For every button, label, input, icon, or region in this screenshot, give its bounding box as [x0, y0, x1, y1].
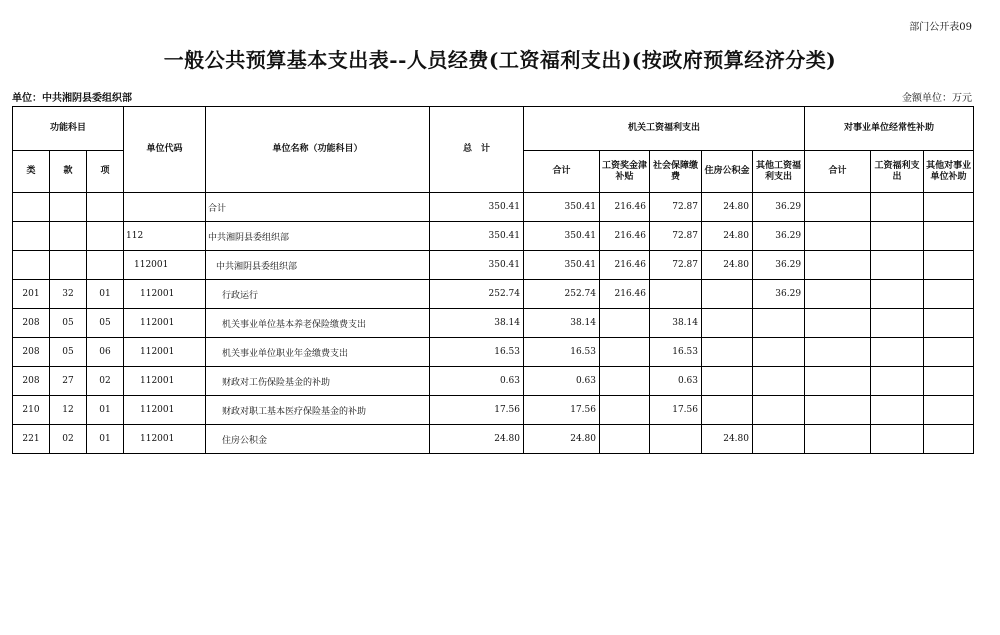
cell-total: 350.41 [430, 222, 524, 251]
cell-name: 机关事业单位职业年金缴费支出 [206, 338, 430, 367]
cell-other: 36.29 [753, 222, 805, 251]
cell-other [753, 309, 805, 338]
cell-code [124, 193, 206, 222]
header-salary-bonus: 工资奖金津补贴 [600, 151, 650, 193]
table-row [13, 367, 974, 396]
cell-kuan [50, 251, 87, 280]
table-row [13, 222, 974, 251]
header-lei: 类 [13, 151, 50, 193]
cell-salary [600, 309, 650, 338]
header-kuan: 款 [50, 151, 87, 193]
cell-inst-other [924, 193, 974, 222]
cell-org-sum: 16.53 [524, 338, 600, 367]
cell-code: 112001 [124, 280, 206, 309]
cell-kuan: 02 [50, 425, 87, 454]
cell-code: 112001 [124, 425, 206, 454]
cell-lei: 201 [13, 280, 50, 309]
cell-social: 72.87 [650, 251, 702, 280]
cell-inst-salary [871, 367, 924, 396]
cell-code: 112001 [124, 367, 206, 396]
budget-table [12, 106, 974, 454]
cell-total: 24.80 [430, 425, 524, 454]
cell-inst-sum [805, 338, 871, 367]
cell-xiang: 06 [87, 338, 124, 367]
cell-org-sum: 24.80 [524, 425, 600, 454]
table-row [13, 396, 974, 425]
cell-inst-other [924, 309, 974, 338]
cell-other: 36.29 [753, 280, 805, 309]
cell-housing [702, 280, 753, 309]
cell-other [753, 425, 805, 454]
cell-social [650, 280, 702, 309]
cell-inst-salary [871, 251, 924, 280]
cell-salary [600, 396, 650, 425]
cell-org-sum: 252.74 [524, 280, 600, 309]
header-housing-fund: 住房公积金 [702, 151, 753, 193]
unit-label: 单位：中共湘阴县委组织部 [12, 93, 132, 104]
cell-name: 财政对职工基本医疗保险基金的补助 [206, 396, 430, 425]
cell-inst-salary [871, 309, 924, 338]
table-row [13, 309, 974, 338]
cell-inst-salary [871, 338, 924, 367]
cell-inst-other [924, 396, 974, 425]
header-inst-other: 其他对事业单位补助 [924, 151, 974, 193]
header-unit-name: 单位名称（功能科目） [206, 107, 430, 193]
cell-kuan: 05 [50, 338, 87, 367]
cell-salary: 216.46 [600, 251, 650, 280]
cell-social: 0.63 [650, 367, 702, 396]
cell-xiang: 02 [87, 367, 124, 396]
table-number: 部门公开表09 [909, 22, 972, 33]
cell-lei: 208 [13, 367, 50, 396]
cell-lei: 208 [13, 309, 50, 338]
cell-inst-other [924, 222, 974, 251]
cell-inst-other [924, 338, 974, 367]
cell-org-sum: 350.41 [524, 251, 600, 280]
cell-lei [13, 222, 50, 251]
cell-housing [702, 309, 753, 338]
cell-inst-sum [805, 309, 871, 338]
header-inst-salary: 工资福利支出 [871, 151, 924, 193]
cell-housing [702, 396, 753, 425]
header-inst-subsidy-group: 对事业单位经常性补助 [805, 107, 974, 151]
cell-org-sum: 350.41 [524, 193, 600, 222]
cell-social: 72.87 [650, 193, 702, 222]
cell-xiang [87, 193, 124, 222]
cell-code: 112001 [124, 396, 206, 425]
page-title: 一般公共预算基本支出表--人员经费(工资福利支出)(按政府预算经济分类) [163, 48, 837, 72]
cell-kuan [50, 193, 87, 222]
cell-org-sum: 350.41 [524, 222, 600, 251]
cell-name: 机关事业单位基本养老保险缴费支出 [206, 309, 430, 338]
cell-salary [600, 425, 650, 454]
cell-inst-sum [805, 367, 871, 396]
cell-total: 17.56 [430, 396, 524, 425]
cell-name: 中共湘阴县委组织部 [206, 251, 430, 280]
cell-inst-other [924, 425, 974, 454]
cell-other [753, 367, 805, 396]
cell-social: 16.53 [650, 338, 702, 367]
table-row [13, 251, 974, 280]
cell-kuan: 32 [50, 280, 87, 309]
cell-name: 财政对工伤保险基金的补助 [206, 367, 430, 396]
cell-name: 住房公积金 [206, 425, 430, 454]
cell-inst-other [924, 280, 974, 309]
cell-org-sum: 38.14 [524, 309, 600, 338]
cell-xiang [87, 251, 124, 280]
cell-inst-sum [805, 280, 871, 309]
cell-kuan: 12 [50, 396, 87, 425]
header-unit-code: 单位代码 [124, 107, 206, 193]
header-inst-sum: 合计 [805, 151, 871, 193]
cell-social [650, 425, 702, 454]
cell-social: 38.14 [650, 309, 702, 338]
cell-lei [13, 251, 50, 280]
cell-other [753, 396, 805, 425]
cell-xiang: 01 [87, 425, 124, 454]
cell-inst-sum [805, 396, 871, 425]
cell-code: 112001 [124, 338, 206, 367]
cell-other: 36.29 [753, 193, 805, 222]
cell-total: 0.63 [430, 367, 524, 396]
cell-housing: 24.80 [702, 222, 753, 251]
header-org-salary-group: 机关工资福利支出 [524, 107, 805, 151]
cell-total: 38.14 [430, 309, 524, 338]
cell-salary: 216.46 [600, 193, 650, 222]
cell-inst-salary [871, 280, 924, 309]
table-row [13, 425, 974, 454]
cell-salary: 216.46 [600, 222, 650, 251]
cell-lei: 208 [13, 338, 50, 367]
cell-name: 合计 [206, 193, 430, 222]
cell-name: 中共湘阴县委组织部 [206, 222, 430, 251]
cell-kuan: 05 [50, 309, 87, 338]
cell-inst-sum [805, 222, 871, 251]
cell-total: 350.41 [430, 251, 524, 280]
cell-housing [702, 338, 753, 367]
header-other-salary: 其他工资福利支出 [753, 151, 805, 193]
cell-other: 36.29 [753, 251, 805, 280]
cell-inst-other [924, 367, 974, 396]
cell-total: 16.53 [430, 338, 524, 367]
cell-inst-salary [871, 193, 924, 222]
cell-inst-sum [805, 251, 871, 280]
cell-code: 112001 [124, 309, 206, 338]
cell-org-sum: 0.63 [524, 367, 600, 396]
cell-housing: 24.80 [702, 251, 753, 280]
cell-xiang: 01 [87, 280, 124, 309]
cell-salary: 216.46 [600, 280, 650, 309]
cell-code: 112001 [124, 251, 206, 280]
cell-total: 252.74 [430, 280, 524, 309]
header-social-security: 社会保障缴费 [650, 151, 702, 193]
cell-inst-sum [805, 425, 871, 454]
cell-other [753, 338, 805, 367]
cell-kuan [50, 222, 87, 251]
cell-lei: 210 [13, 396, 50, 425]
cell-lei [13, 193, 50, 222]
cell-salary [600, 367, 650, 396]
cell-name: 行政运行 [206, 280, 430, 309]
cell-xiang: 01 [87, 396, 124, 425]
amount-unit-label: 金额单位：万元 [902, 93, 972, 104]
cell-inst-salary [871, 396, 924, 425]
cell-lei: 221 [13, 425, 50, 454]
table-row [13, 280, 974, 309]
cell-total: 350.41 [430, 193, 524, 222]
cell-code: 112 [124, 222, 206, 251]
cell-social: 72.87 [650, 222, 702, 251]
cell-inst-salary [871, 222, 924, 251]
cell-inst-salary [871, 425, 924, 454]
cell-housing [702, 367, 753, 396]
header-total: 总 计 [430, 107, 524, 193]
cell-xiang [87, 222, 124, 251]
table-row [13, 338, 974, 367]
cell-salary [600, 338, 650, 367]
cell-social: 17.56 [650, 396, 702, 425]
header-func-subject: 功能科目 [13, 107, 124, 151]
cell-org-sum: 17.56 [524, 396, 600, 425]
cell-inst-sum [805, 193, 871, 222]
cell-xiang: 05 [87, 309, 124, 338]
cell-housing: 24.80 [702, 193, 753, 222]
table-row [13, 193, 974, 222]
cell-housing: 24.80 [702, 425, 753, 454]
header-org-sum: 合计 [524, 151, 600, 193]
cell-inst-other [924, 251, 974, 280]
header-xiang: 项 [87, 151, 124, 193]
cell-kuan: 27 [50, 367, 87, 396]
